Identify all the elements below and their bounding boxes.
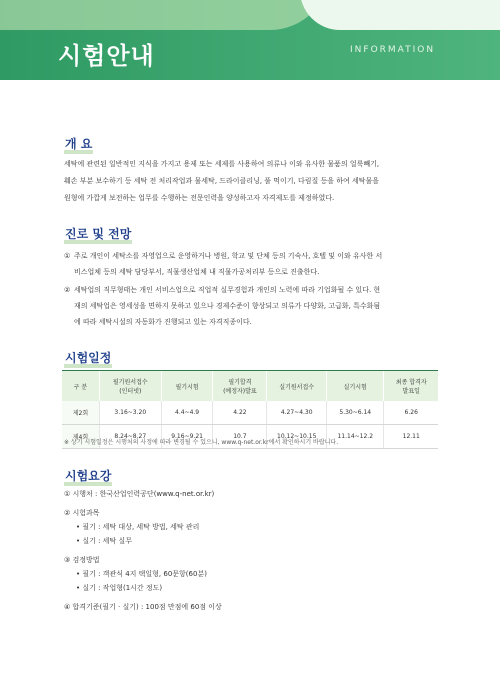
- schedule-header-cell: 실기시험: [327, 371, 384, 402]
- schedule-header-cell: 필기원서접수 (인터넷): [99, 371, 161, 402]
- table-cell: 제4회: [62, 425, 99, 449]
- table-cell: 10.7: [213, 425, 267, 449]
- career-item-line: 세탁업의 직무형태는 개인 서비스업으로 직업적 실무경험과 개인의 노력에 따라 기업화될 수 있다. 현: [74, 286, 381, 294]
- career-item-line: 재의 세탁업은 영세성을 면하지 못하고 있으나 경제수준이 향상되고 의류가 다양화, 고급화, 특수화됨: [74, 302, 381, 310]
- table-cell: 5.30~6.14: [327, 401, 384, 425]
- table-cell: 4.27~4.30: [267, 401, 327, 425]
- requirements-line: ② 시험과목: [64, 509, 100, 517]
- schedule-header-row: [62, 371, 438, 402]
- career-item-line: 비스업체 등의 세탁 담당부서, 직물생산업체 내 직물가공처리부 등으로 진출한다.: [74, 268, 320, 276]
- schedule-title: 시험일정: [64, 352, 112, 368]
- table-cell: 4.22: [213, 401, 267, 425]
- table-cell: 4.4~4.9: [161, 401, 213, 425]
- schedule-header-cell: 필기시험: [161, 371, 213, 402]
- requirements-title: 시험요강: [64, 470, 112, 486]
- career-item-line: 에 따라 세탁시설의 자동화가 진행되고 있는 자격직종이다.: [74, 318, 252, 326]
- requirements-line: • 필기 : 세탁 대상, 세탁 방법, 세탁 관리: [76, 523, 200, 531]
- career-item-line: 주로 개인이 세탁소를 자영업으로 운영하거나 병원, 학교 및 단체 등의 기숙사, 호텔 및 이와 유사한 서: [74, 252, 383, 260]
- career-item-number: ②: [64, 286, 71, 294]
- header-decoration-left: [0, 0, 330, 30]
- requirements-line: ③ 검정방법: [64, 556, 100, 564]
- table-cell: 3.16~3.20: [99, 401, 161, 425]
- table-cell: 8.24~8.27: [99, 425, 161, 449]
- page-header: [0, 0, 500, 80]
- requirements-line: • 실기 : 작업형(1시간 정도): [76, 584, 163, 592]
- overview-line: 훼손 부분 보수하기 등 세탁 전 처리작업과 물세탁, 드라이클리닝, 풀 먹이기, 다림질 등을 하여 세탁물을: [64, 177, 380, 185]
- table-cell: 제2회: [62, 401, 99, 425]
- career-title: 진로 및 전망: [64, 228, 132, 244]
- requirements-line: • 필기 : 객관식 4지 택일형, 60문항(60분): [76, 570, 207, 578]
- overview-title: 개 요: [64, 138, 93, 154]
- table-cell: 10.12~10.15: [267, 425, 327, 449]
- schedule-header-cell: 필기합격 (예정자)발표: [213, 371, 267, 402]
- career-item: [64, 282, 442, 330]
- overview-line: 원형에 가깝게 보전하는 업무를 수행하는 전문인력을 양성하고자 자격제도를 제정하였다.: [64, 194, 335, 202]
- table-cell: 12.11: [384, 425, 438, 449]
- overview-text: [64, 156, 434, 207]
- career-item-number: ①: [64, 252, 71, 260]
- header-decoration-right: [300, 0, 500, 30]
- page-subtitle-en: INFORMATION: [350, 45, 436, 55]
- table-cell: 6.26: [384, 401, 438, 425]
- schedule-header-cell: 구 분: [62, 371, 99, 402]
- requirements-line: ④ 합격기준(필기 · 실기) : 100점 만점에 60점 이상: [64, 603, 222, 611]
- schedule-header-cell: 최종 합격자 발표일: [384, 371, 438, 402]
- career-item: [64, 248, 442, 280]
- page-title: 시험안내: [58, 42, 155, 70]
- requirements-line: • 실기 : 세탁 실무: [76, 537, 132, 545]
- schedule-header-cell: 실기원서접수: [267, 371, 327, 402]
- requirements-line: ① 시행처 : 한국산업인력공단(www.q-net.or.kr): [64, 490, 215, 498]
- table-row: [62, 401, 438, 425]
- overview-line: 세탁에 관련된 일반적인 지식을 가지고 용제 또는 세제를 사용하여 의류나 이와 유사한 물품의 얼룩빼기,: [64, 160, 380, 168]
- table-cell: 9.16~9.21: [161, 425, 213, 449]
- table-cell: 11.14~12.2: [327, 425, 384, 449]
- schedule-note: ※ 상기 시험일정은 시행처의 사정에 따라 변경될 수 있으니, www.q-net.or.kr에서 확인하시기 바랍니다.: [64, 439, 339, 446]
